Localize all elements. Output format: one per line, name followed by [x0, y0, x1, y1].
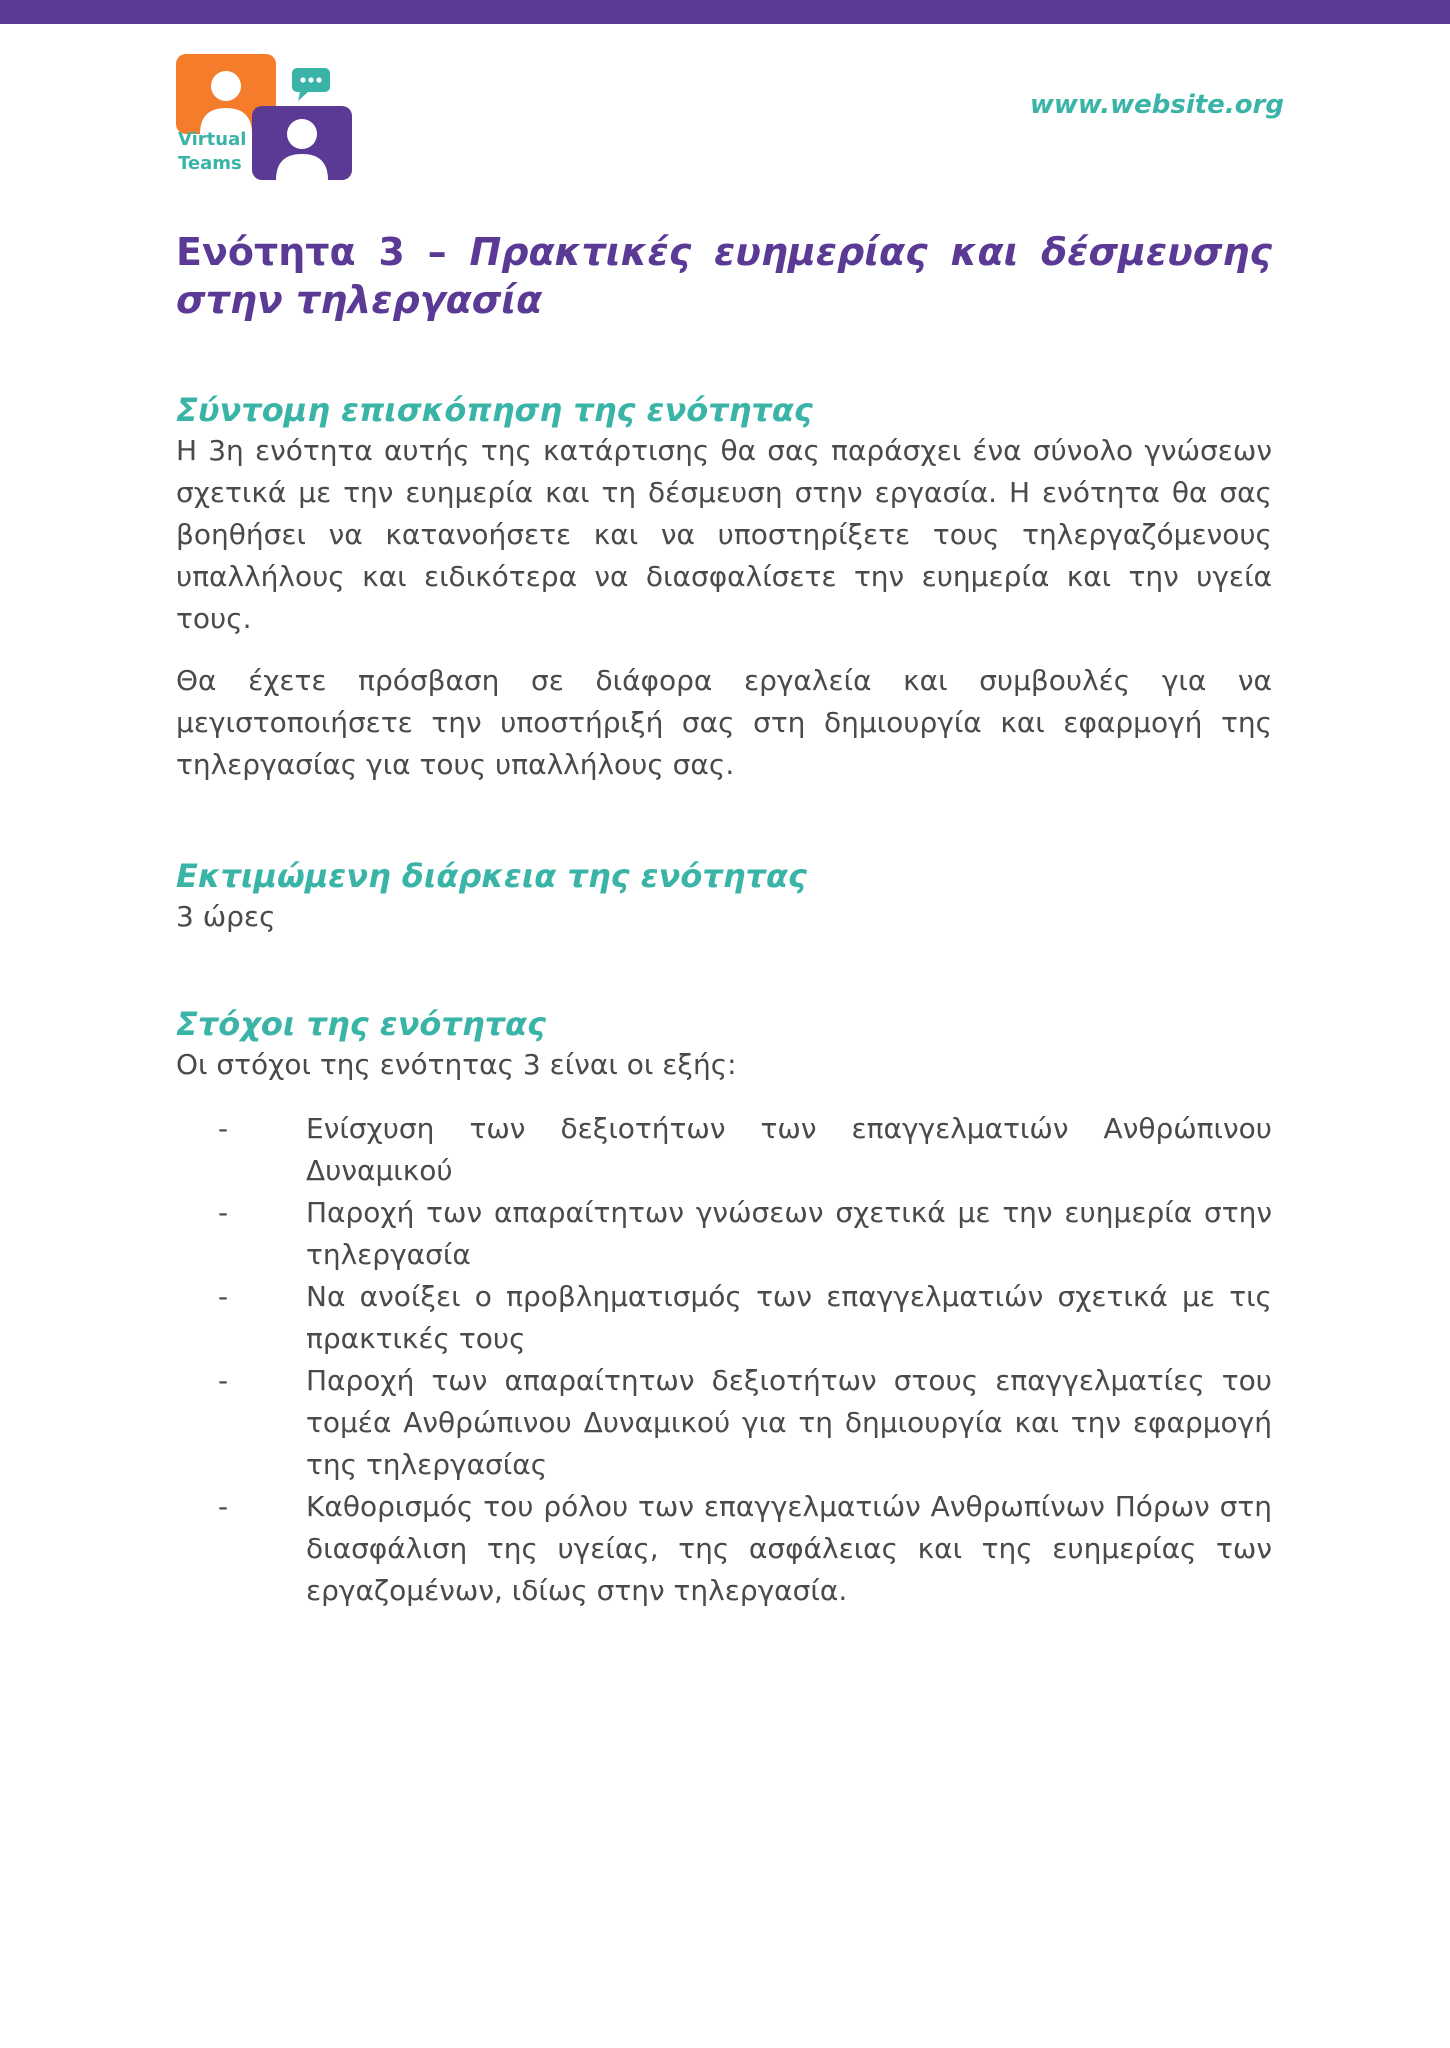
list-bullet: -	[218, 1112, 229, 1145]
list-item-text: Παροχή των απαραίτητων γνώσεων σχετικά με την ευημερία στην τηλεργασία	[306, 1196, 1272, 1271]
list-item	[176, 1108, 1272, 1192]
website-url[interactable]: www.website.org	[1029, 90, 1284, 120]
virtual-teams-logo	[176, 52, 356, 182]
page-title	[176, 228, 1272, 324]
list-bullet: -	[218, 1196, 229, 1229]
list-item	[176, 1486, 1272, 1612]
list-item	[176, 1276, 1272, 1360]
overview-heading: Σύντομη επισκόπηση της ενότητας	[176, 391, 813, 429]
list-bullet: -	[218, 1490, 229, 1523]
overview-paragraph-2: Θα έχετε πρόσβαση σε διάφορα εργαλεία και συμβουλές για να μεγιστοποιήσετε την υποστήριξή σας στη δημιουργία και εφαρμογή της τηλεργασίας για τους υπαλλήλους σας.	[176, 664, 1272, 781]
objectives-heading: Στόχοι της ενότητας	[176, 1005, 546, 1043]
list-item-text: Ενίσχυση των δεξιοτήτων των επαγγελματιών Ανθρώπινου Δυναμικού	[306, 1112, 1272, 1187]
document-body	[176, 228, 1272, 1612]
objectives-list	[176, 1108, 1272, 1612]
list-bullet: -	[218, 1364, 229, 1397]
logo-text-virtual: Virtual	[178, 129, 247, 150]
list-item-text: Καθορισμός του ρόλου των επαγγελματιών Ανθρωπίνων Πόρων στη διασφάλιση της υγείας, της ασφάλειας και της ευημερίας των εργαζομένων, ιδίως στην τηλεργασία.	[306, 1490, 1272, 1607]
list-item	[176, 1360, 1272, 1486]
list-item	[176, 1192, 1272, 1276]
list-item-text: Παροχή των απαραίτητων δεξιοτήτων στους επαγγελματίες του τομέα Ανθρώπινου Δυναμικού για τη δημιουργία και την εφαρμογή της τηλεργασίας	[306, 1364, 1272, 1481]
objectives-intro: Οι στόχοι της ενότητας 3 είναι οι εξής:	[176, 1048, 737, 1081]
title-emphasis: Πρακτικές ευημερίας και δέσμευσης στην τηλεργασία	[176, 230, 1272, 322]
overview-paragraph-1: Η 3η ενότητα αυτής της κατάρτισης θα σας παράσχει ένα σύνολο γνώσεων σχετικά με την ευημερία και τη δέσμευση στην εργασία. Η ενότητα θα σας βοηθήσει να κατανοήσετε και να υποστηρίξετε τους τηλεργαζόμενους υπαλλήλους και ειδικότερα να διασφαλίσετε την ευημερία και την υγεία τους.	[176, 434, 1272, 635]
title-prefix: Ενότητα 3 –	[176, 230, 470, 274]
top-brand-bar	[0, 0, 1450, 24]
duration-heading: Εκτιμώμενη διάρκεια της ενότητας	[176, 857, 807, 895]
duration-value: 3 ώρες	[176, 900, 276, 933]
list-bullet: -	[218, 1280, 229, 1313]
logo-text-teams: Teams	[178, 153, 242, 174]
list-item-text: Να ανοίξει ο προβληματισμός των επαγγελματιών σχετικά με τις πρακτικές τους	[306, 1280, 1272, 1355]
